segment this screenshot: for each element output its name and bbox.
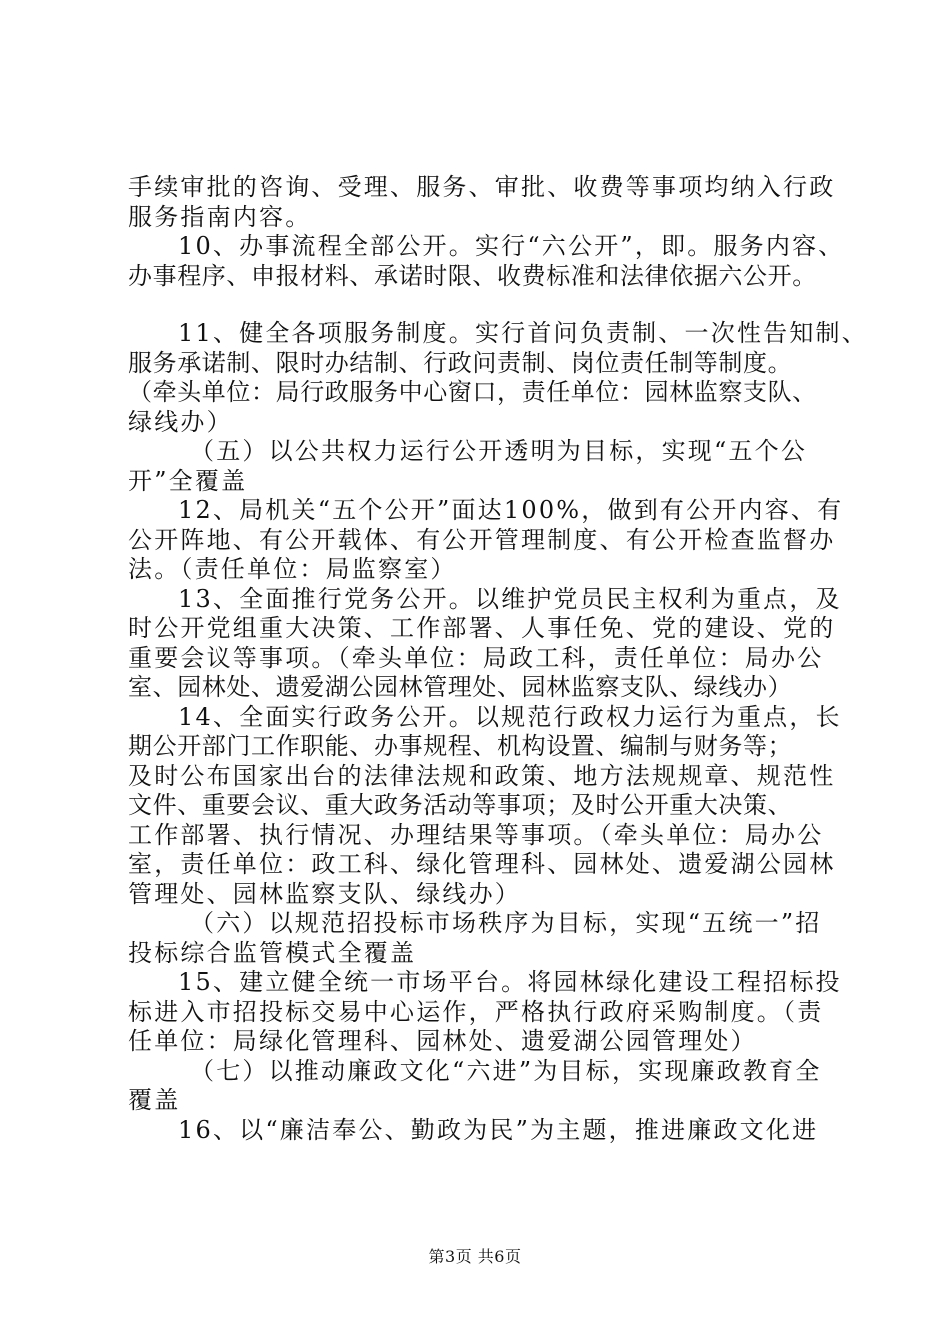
- text-line: 12、局机关“五个公开”面达100%，做到有公开内容、有: [178, 496, 844, 524]
- section-heading-line: 覆盖: [128, 1086, 181, 1114]
- text-line: 服务承诺制、限时办结制、行政问责制、岗位责任制等制度。: [128, 348, 793, 377]
- text-line: 公开阵地、有公开载体、有公开管理制度、有公开检查监督办: [128, 525, 836, 554]
- text-line: 重要会议等事项。（牵头单位：局政工科，责任单位：局办公: [128, 643, 824, 672]
- text-line: 10、办事流程全部公开。实行“六公开”，即。服务内容、: [178, 232, 845, 260]
- text-line: 标进入市招投标交易中心运作，严格执行政府采购制度。（责: [128, 997, 824, 1026]
- text-line: 16、以“廉洁奉公、勤政为民”为主题，推进廉政文化进: [178, 1115, 819, 1144]
- text-line: 14、全面实行政务公开。以规范行政权力运行为重点，长: [178, 702, 842, 731]
- section-heading-line: 投标综合监管模式全覆盖: [128, 938, 417, 967]
- page-footer: [0, 1244, 950, 1267]
- section-heading-line: （七）以推动廉政文化“六进”为目标，实现廉政教育全: [190, 1056, 822, 1085]
- section-heading-line: （五）以公共权力运行公开透明为目标，实现“五个公: [190, 437, 808, 465]
- text-line: 室、园林处、遗爱湖公园林管理处、园林监察支队、绿线办）: [128, 673, 793, 701]
- text-line: 绿线办）: [128, 407, 233, 436]
- text-line: 任单位：局绿化管理科、园林处、遗爱湖公园管理处）: [128, 1027, 757, 1055]
- text-line: 工作部署、执行情况、办理结果等事项。（牵头单位：局办公: [128, 820, 824, 849]
- text-line: 11、健全各项服务制度。实行首问负责制、一次性告知制、: [178, 319, 868, 347]
- section-heading-line: 开”全覆盖: [128, 466, 248, 495]
- text-line: 期公开部门工作职能、办事规程、机构设置、编制与财务等；: [128, 732, 793, 760]
- text-line: 文件、重要会议、重大政务活动等事项；及时公开重大决策、: [128, 791, 793, 819]
- document-body: [128, 173, 868, 1145]
- text-line: 办事程序、申报材料、承诺时限、收费标准和法律依据六公开。: [128, 261, 817, 290]
- section-heading-line: （六）以规范招投标市场秩序为目标，实现“五统一”招: [190, 909, 822, 937]
- text-line: 法。（责任单位：局监察室）: [128, 555, 457, 583]
- text-line: 及时公布国家出台的法律法规和政策、地方法规规章、规范性: [128, 761, 836, 790]
- text-line: 服务指南内容。: [128, 202, 312, 231]
- text-line: 室，责任单位：政工科、绿化管理科、园林处、遗爱湖公园林: [128, 850, 836, 878]
- page-number-label: 第3页 共6页: [428, 1247, 522, 1266]
- text-line: 15、建立健全统一市场平台。将园林绿化建设工程招标投: [178, 968, 842, 996]
- text-line: （牵头单位：局行政服务中心窗口，责任单位：园林监察支队、: [128, 378, 817, 406]
- text-line: 管理处、园林监察支队、绿线办）: [128, 879, 521, 908]
- text-line: 时公开党组重大决策、工作部署、人事任免、党的建设、党的: [128, 614, 836, 642]
- text-line: 手续审批的咨询、受理、服务、审批、收费等事项均纳入行政: [128, 173, 836, 201]
- paragraph-gap: [128, 291, 833, 319]
- text-line: 13、全面推行党务公开。以维护党员民主权利为重点，及: [178, 584, 842, 613]
